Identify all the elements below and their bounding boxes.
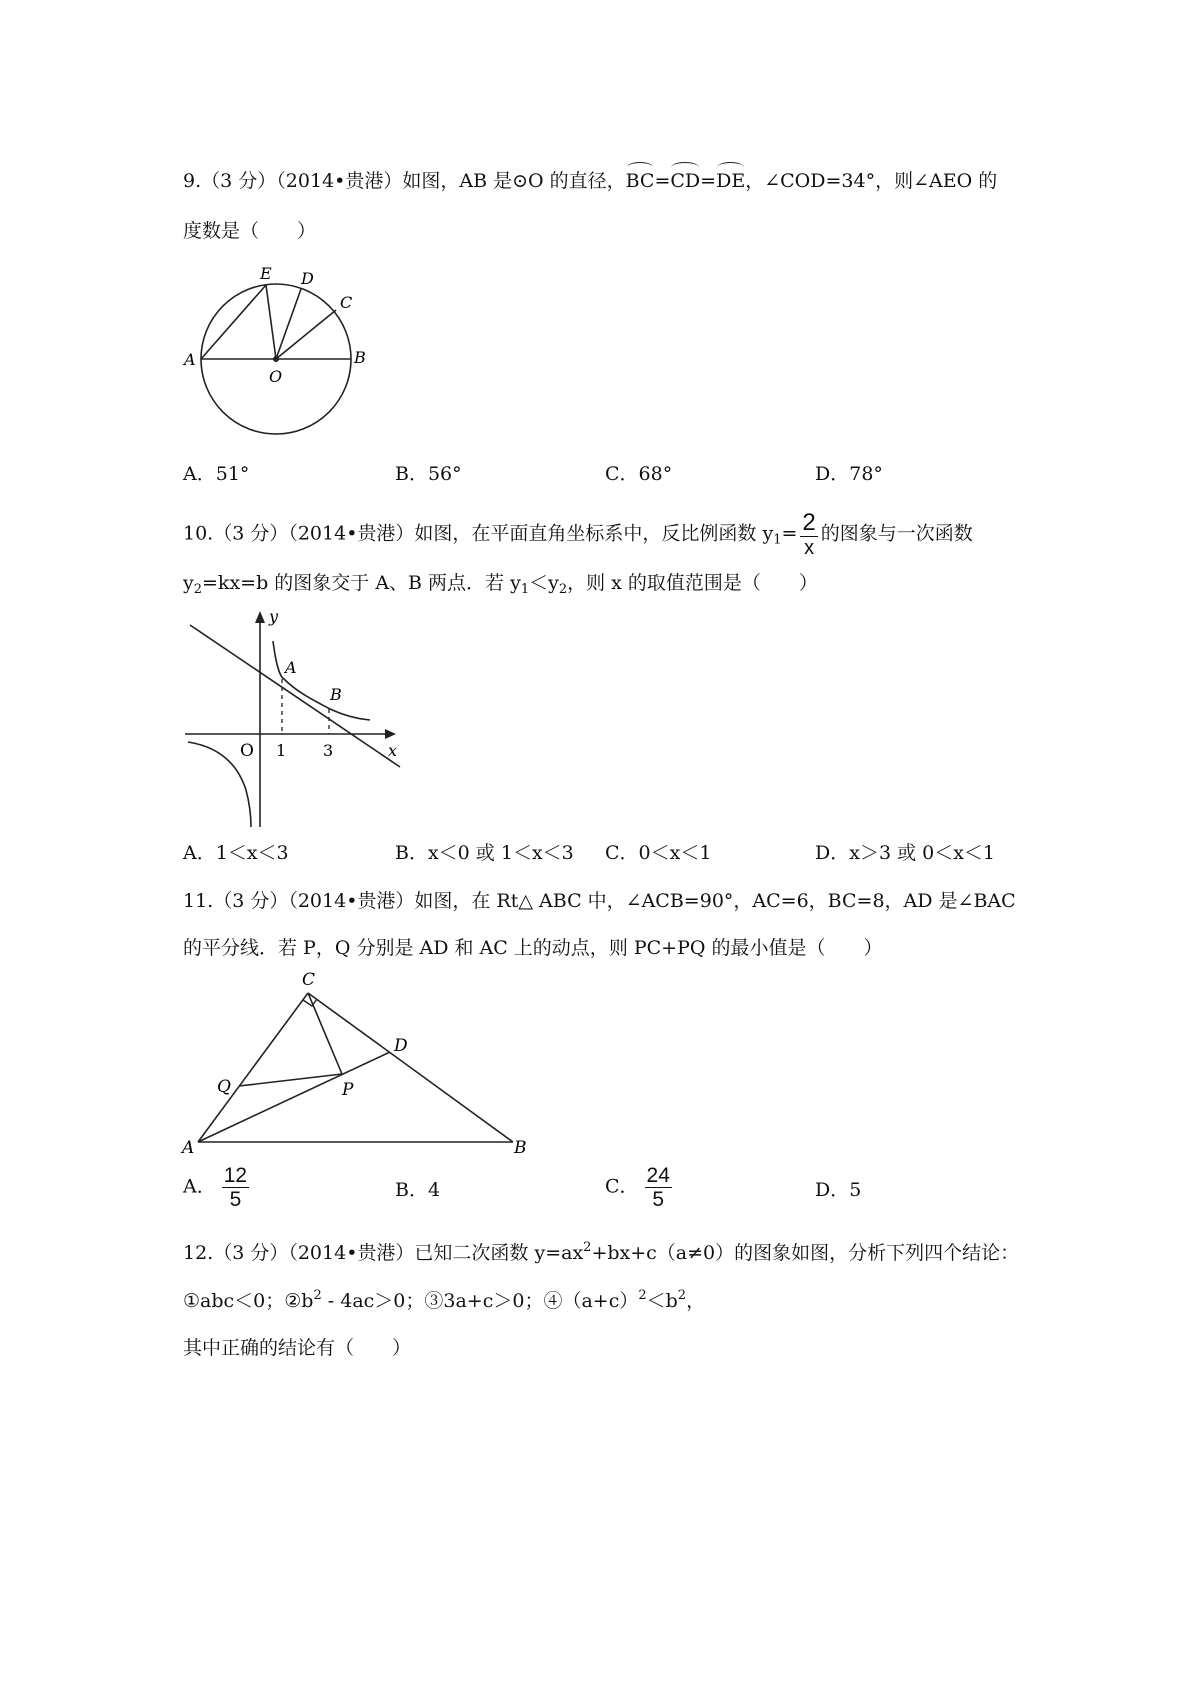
q9-arc-de: DE [716, 170, 746, 192]
q9-label-c: C [340, 293, 353, 312]
q9-circle-figure [180, 262, 370, 457]
q11-stem-line1 [183, 888, 1016, 914]
q11-number: 11. [183, 890, 214, 912]
q12-stem-line1: 12.（3 分）（2014•贵港）已知二次函数 $y=ax^2+bx+c(a\ne 0)$的图象如图，分析下列四个结论： [183, 1240, 1020, 1264]
q9-radius-oe [266, 285, 276, 359]
q11-label-c: C [302, 970, 316, 990]
q11-stem-line2: 的平分线．若 P，Q 分别是 AD 和 AC 上的动点，则 PC+PQ 的最小值是（ ） [183, 937, 883, 959]
q10-x-arrow [385, 729, 396, 739]
q10-stem-line1: 10.（3 分）（2014•贵港）如图，在平面直角坐标系中，反比例函数 $y_1=$ $\frac{2}{x}$ 的图象与一次函数 [183, 509, 973, 559]
q10-option-d[interactable]: D．x＞3 或 0＜x＜1 [815, 842, 996, 864]
q11-meta: （3 分）（2014•贵港） [213, 890, 415, 912]
q10-label-x: x [388, 741, 398, 760]
q9-stem-b: ，∠COD=34°，则∠AEO 的 [745, 170, 998, 192]
q9-label-e: E [260, 264, 272, 283]
q10-option-b[interactable]: B．x＜0 或 1＜x＜3 [395, 842, 574, 864]
q10-graph-figure [180, 605, 410, 830]
q10-option-c[interactable]: C．0＜x＜1 [605, 842, 712, 864]
q9-label-b: B [354, 348, 366, 367]
q11-right-angle-mark [303, 999, 317, 1006]
q10-line-y2 [190, 625, 400, 767]
q9-option-a[interactable]: A．51° [183, 463, 250, 485]
q12-stem-a: 已知二次函数 y=ax [414, 1242, 584, 1264]
q11-label-p: P [342, 1080, 354, 1100]
q9-label-a: A [184, 350, 196, 369]
q10-option-a[interactable]: A．1＜x＜3 [183, 842, 289, 864]
q9-arc-bc: BC [625, 170, 655, 192]
q9-option-d[interactable]: D．78° [815, 463, 883, 485]
q11-label-q: Q [217, 1077, 231, 1097]
q10-label-y: y [269, 607, 279, 626]
q9-option-c[interactable]: C．68° [605, 463, 673, 485]
q10-stem-a: 如图，在平面直角坐标系中，反比例函数 y [414, 522, 774, 545]
q11-triangle-figure [180, 965, 540, 1165]
q10-number: 10. [183, 522, 214, 545]
q12-stem-line2: ①abc＜0；$②b^2 - 4ac>0$；③3a+c＞0；$④(a+c)^2<b^2$， [183, 1288, 706, 1312]
q12-number: 12. [183, 1242, 214, 1264]
q9-label-d: D [301, 269, 314, 288]
q11-bisector-ad [198, 1052, 390, 1142]
q11-stem-a: 如图，在 Rt△ ABC 中，∠ACB=90°，AC=6，BC=8，AD 是∠BAC [414, 890, 1016, 912]
q9-stem-a: 如图，AB 是⊙O 的直径， [402, 170, 626, 192]
q12-stem-b: +bx+c（a≠0）的图象如图，分析下列四个结论： [591, 1242, 1020, 1264]
q10-label-o: O [240, 741, 254, 761]
q9-label-o: O [269, 367, 283, 386]
q10-hyperbola-right [273, 641, 370, 720]
q10-stem-b: 的图象与一次函数 [820, 522, 973, 545]
q11-option-c[interactable]: C． $\frac{24}{5}$ [605, 1164, 670, 1211]
q9-center-dot [273, 356, 279, 362]
q10-label-b: B [330, 685, 342, 704]
q11-label-a: A [182, 1138, 195, 1158]
q11-option-d[interactable]: D．5 [815, 1179, 862, 1201]
q10-meta: （3 分）（2014•贵港） [213, 522, 415, 545]
q11-label-d: D [394, 1036, 408, 1056]
q9-meta: （3 分）（2014•贵港） [201, 170, 403, 192]
q11-side-ac [198, 993, 308, 1142]
q10-stem-line2: $y_2=kx=b$ 的图象交于 A、B 两点．若 $y_1<y_2$，则 x 的取值范围是（ ） [183, 572, 818, 597]
q11-option-a[interactable]: A． $\frac{12}{5}$ [183, 1164, 248, 1211]
q9-number: 9. [183, 170, 202, 192]
q10-fraction: $\frac{2}{x}$ [802, 509, 816, 559]
q9-stem-line1: 9.（3 分）（2014•贵港）如图，AB 是⊙O 的直径，BC=CD=DE，∠COD=34°，则∠AEO 的 [183, 170, 998, 192]
q10-label-1: 1 [276, 741, 287, 760]
q10-y-arrow [255, 611, 265, 623]
q9-stem-line2: 度数是（ ） [183, 220, 317, 242]
q10-label-a: A [285, 658, 297, 677]
q11-label-b: B [514, 1138, 527, 1158]
q9-option-b[interactable]: B．56° [395, 463, 462, 485]
q12-meta: （3 分）（2014•贵港） [213, 1242, 415, 1264]
q11-segment-qp [239, 1074, 342, 1086]
q9-arc-cd: CD [670, 170, 701, 192]
q11-option-b[interactable]: B．4 [395, 1179, 441, 1201]
q10-label-3: 3 [323, 741, 334, 760]
q12-stem-line3: 其中正确的结论有（ ） [183, 1337, 412, 1359]
